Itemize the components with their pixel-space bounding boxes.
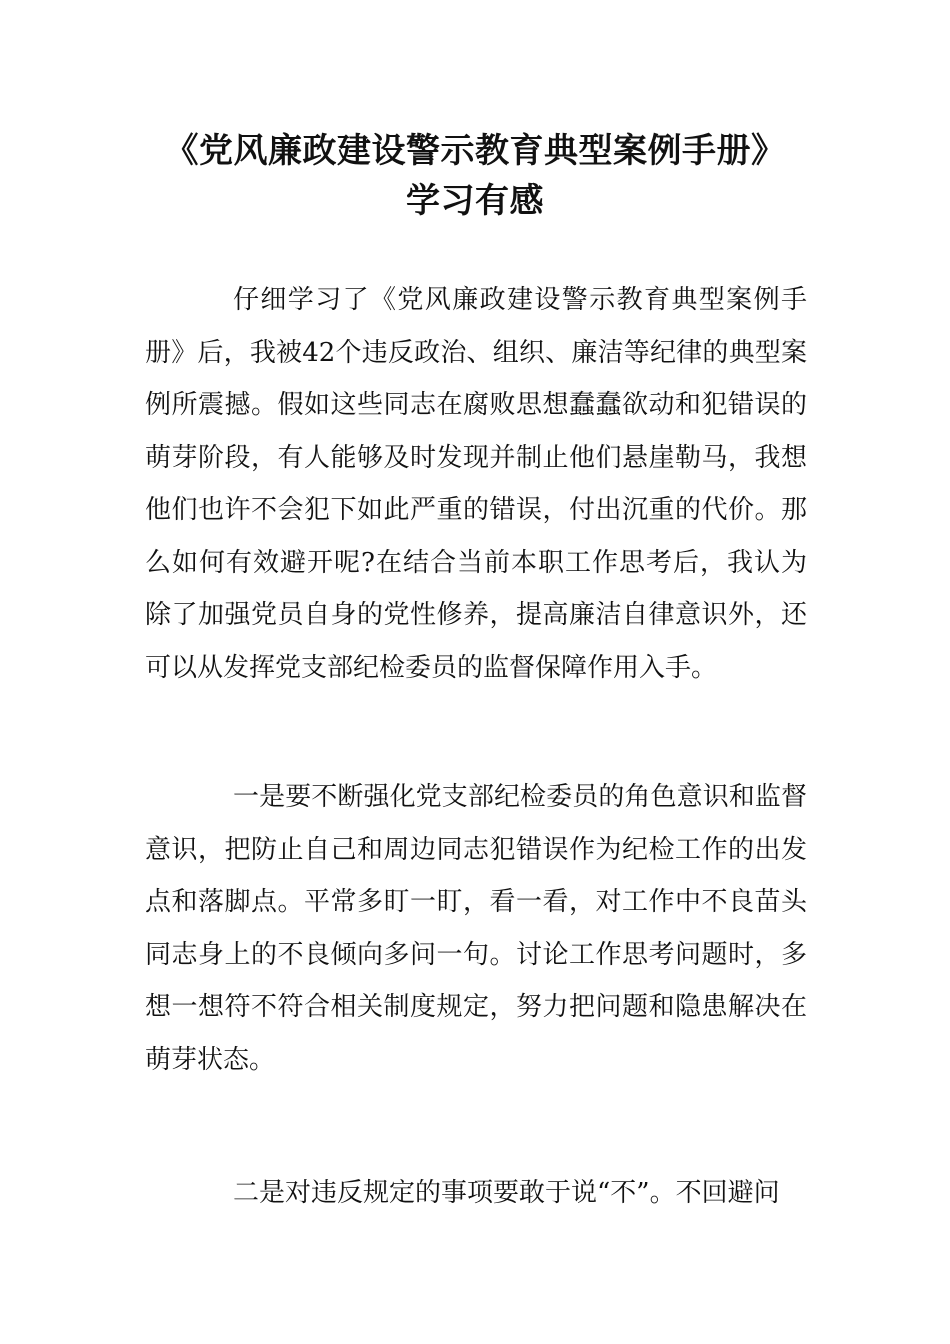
document-title-line-1: 《党风廉政建设警示教育典型案例手册》 — [164, 131, 786, 171]
paragraph-point-two: 二是对违反规定的事项要敢于说“不”。不回避问 — [233, 1178, 780, 1208]
document-title-line-2: 学习有感 — [406, 181, 544, 221]
paragraph-point-one: 一是要不断强化党支部纪检委员的角色意识和监督意识，把防止自己和周边同志犯错误作为纪检工作的出发点和落脚点。平常多盯一盯，看一看，对工作中不良苗头同志身上的不良倾向多问一句。讨论工作思考问题时，多想一想符不符合相关制度规定，努力把问题和隐患解决在萌芽状态。 — [145, 782, 807, 1075]
paragraph-intro: 仔细学习了《党风廉政建设警示教育典型案例手册》后，我被42个违反政治、组织、廉洁等纪律的典型案例所震撼。假如这些同志在腐败思想蠢蠢欲动和犯错误的萌芽阶段，有人能够及时发现并制止他们悬崖勒马，我想他们也许不会犯下如此严重的错误，付出沉重的代价。那么如何有效避开呢?在结合当前本职工作思考后，我认为除了加强党员自身的党性修养，提高廉洁自律意识外，还可以从发挥党支部纪检委员的监督保障作用入手。 — [145, 285, 807, 683]
